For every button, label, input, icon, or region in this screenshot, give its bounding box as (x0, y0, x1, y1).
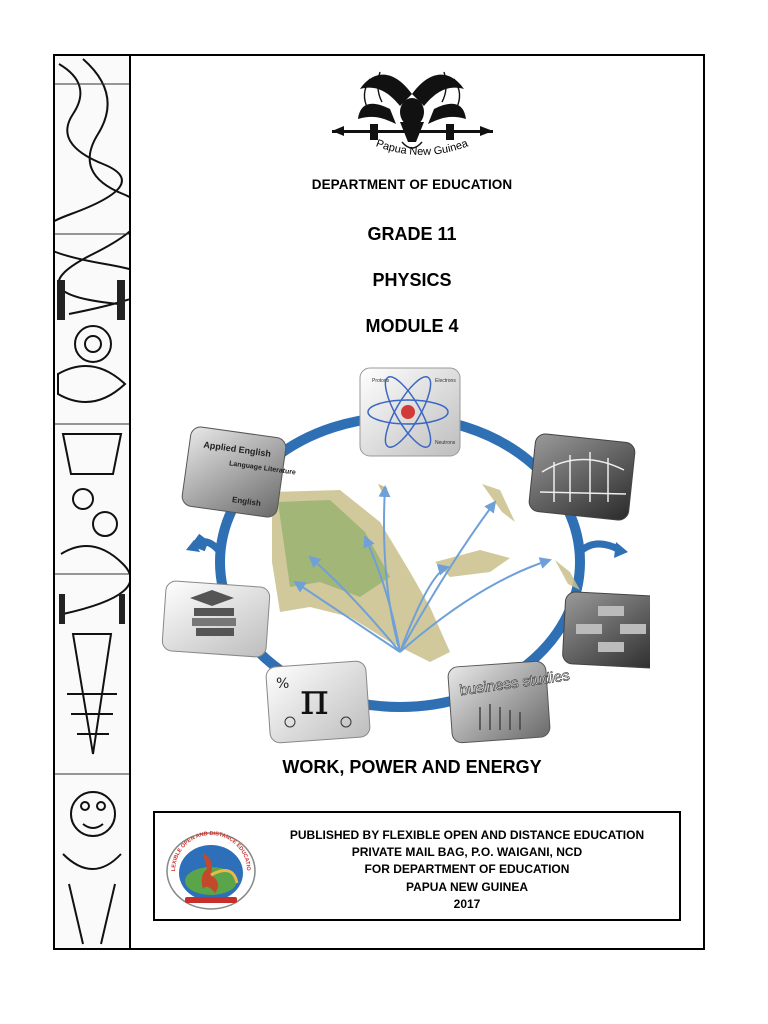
department-heading: DEPARTMENT OF EDUCATION (311, 177, 513, 192)
grade-title: GRADE 11 (367, 224, 457, 244)
math-tile (265, 661, 370, 744)
subject-title: PHYSICS (372, 270, 452, 290)
department-line: FOR DEPARTMENT OF EDUCATION (364, 862, 570, 877)
publisher-details (265, 827, 669, 913)
topic-title: WORK, POWER AND ENERGY (282, 757, 542, 777)
graduation-tile (162, 580, 271, 657)
collage-graphic (150, 362, 650, 747)
atom-tile (360, 368, 460, 456)
address-line: PRIVATE MAIL BAG, P.O. WAIGANI, NCD (351, 845, 583, 860)
emblem-caption-text: Papua New Guinea (374, 137, 470, 159)
publisher-line: PUBLISHED BY FLEXIBLE OPEN AND DISTANCE EDUCATION (289, 828, 645, 842)
business-diagram-tile (562, 591, 650, 668)
publisher-box (153, 811, 681, 921)
country-line: PAPUA NEW GUINEA (405, 879, 528, 894)
percent-glyph: % (276, 676, 290, 692)
applied-english-label: Applied English (202, 439, 272, 459)
pi-math-icon: π (300, 674, 329, 725)
atom-label: Neutrons (435, 440, 456, 446)
bridge-tile (528, 433, 636, 521)
atom-label: Protons (372, 378, 390, 384)
fode-bird-logo-icon (163, 823, 259, 911)
business-studies-tile (447, 661, 570, 744)
atom-label: Electrons (435, 378, 456, 384)
english-label: English (231, 495, 262, 508)
business-studies-label: business studies (458, 667, 571, 700)
language-literature-label: Language Literature (228, 460, 297, 477)
fode-logo-text: LEXIBLE OPEN AND DISTANCE EDUCATIO (170, 830, 252, 872)
svg-text:Papua New Guinea (374, 137, 470, 158)
publication-year: 2017 (453, 896, 481, 911)
emblem-caption (352, 134, 492, 168)
fode-logo (163, 823, 259, 911)
subject-collage (150, 362, 650, 747)
graduation-books-icon (190, 590, 236, 636)
module-title: MODULE 4 (365, 316, 459, 336)
